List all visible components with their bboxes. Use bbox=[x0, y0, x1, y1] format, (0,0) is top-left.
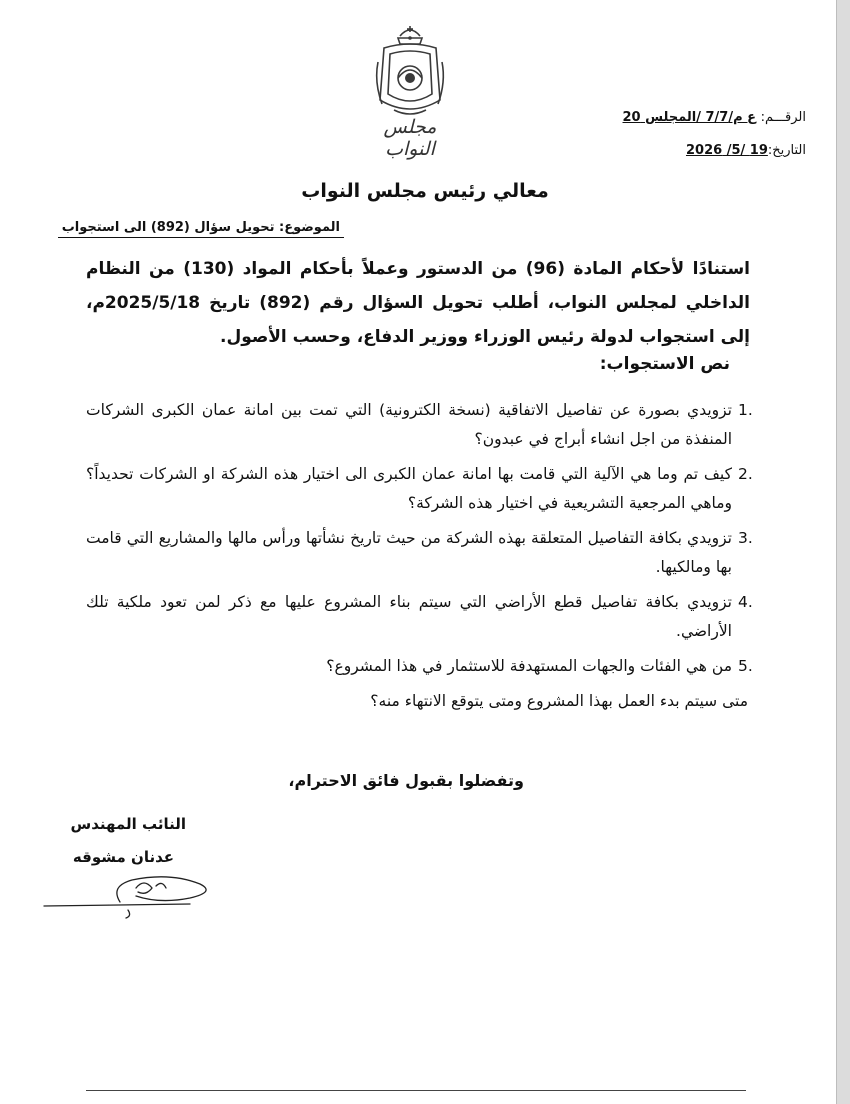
question-item bbox=[86, 524, 768, 582]
date-value: 19 /5/ 2026 bbox=[685, 143, 768, 158]
signatory-title: النائب المهندس bbox=[70, 815, 186, 833]
letter-date bbox=[686, 143, 806, 158]
question-number: 4. bbox=[738, 593, 753, 611]
scan-edge bbox=[836, 0, 850, 1104]
question-item bbox=[86, 588, 768, 646]
question-number: 2. bbox=[738, 465, 753, 483]
intro-paragraph: استنادًا لأحكام المادة (96) من الدستور وعملاً بأحكام المواد (130) من النظام الداخلي لمجلس النواب، أطلب تحويل السؤال رقم (892) تاريخ 2025/5/18م، إلى استجواب لدولة رئيس الوزراء ووزير الدفاع، وحسب الأصول. bbox=[86, 259, 751, 347]
question-text: تزويدي بكافة تفاصيل قطع الأراضي التي سيتم بناء المشروع عليها مع ذكر لمن تعود ملكية تلك الأراضي. bbox=[86, 593, 732, 640]
question-text: تزويدي بصورة عن تفاصيل الاتفاقية (نسخة الكترونية) التي تمت بين امانة عمان الكبرى الشركات المنفذة من اجل انشاء أبراج في عبدون؟ bbox=[86, 401, 732, 448]
addressee-line: معالي رئيس مجلس النواب bbox=[301, 180, 549, 202]
question-text: من هي الفئات والجهات المستهدفة للاستثمار في هذا المشروع؟ bbox=[326, 657, 732, 675]
royal-crest-emblem-icon bbox=[370, 22, 450, 122]
question-text: تزويدي بكافة التفاصيل المتعلقة بهذه الشركة من حيث تاريخ نشأتها ورأس مالها والمشاريع التي قامت بها ومالكيها. bbox=[86, 529, 732, 576]
council-name-logo-text: مجلس النواب bbox=[383, 116, 437, 160]
question-text: كيف تم وما هي الآلية التي قامت بها امانة عمان الكبرى الى اختيار هذه الشركة او الشركات تحديداً؟ وماهي المرجعية التشريعية في اختيار هذه الشركة؟ bbox=[86, 465, 732, 512]
handwritten-signature-icon bbox=[40, 866, 220, 926]
signatory-name: عدنان مشوقه bbox=[72, 848, 174, 866]
question-number: 3. bbox=[738, 529, 753, 547]
reference-number bbox=[623, 110, 806, 125]
question-number: 5. bbox=[738, 657, 753, 675]
closing-line: وتفضلوا بقبول فائق الاحترام، bbox=[288, 771, 524, 790]
question-item bbox=[86, 652, 768, 681]
question-item bbox=[86, 396, 768, 454]
footer-rule bbox=[86, 1090, 746, 1091]
questions-list bbox=[86, 396, 768, 687]
date-label: التاريخ: bbox=[767, 143, 806, 158]
interpellation-heading: نص الاستجواب: bbox=[599, 354, 730, 374]
additional-question: متى سيتم بدء العمل بهذا المشروع ومتى يتوقع الانتهاء منه؟ bbox=[370, 692, 748, 710]
question-item bbox=[86, 460, 768, 518]
reference-value: ع م/7/7 /المجلس 20 bbox=[622, 110, 757, 125]
question-number: 1. bbox=[738, 401, 753, 419]
reference-label: الرقـــم: bbox=[760, 110, 806, 125]
subject-line: الموضوع: تحويل سؤال (892) الى استجواب bbox=[58, 220, 344, 238]
